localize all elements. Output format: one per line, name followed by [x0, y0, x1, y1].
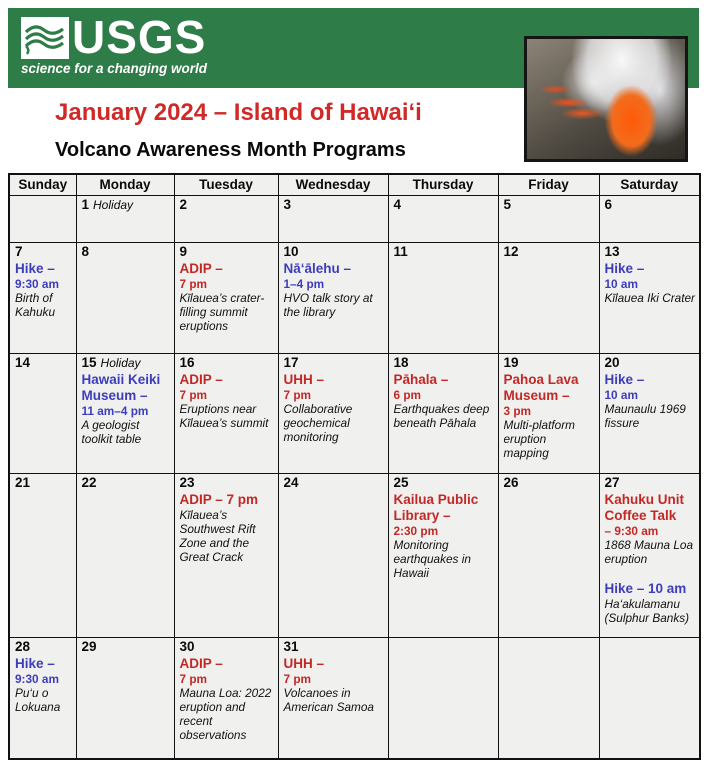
event-time: 9:30 am	[15, 671, 59, 686]
event-description: Mauna Loa: 2022 eruption and recent observations	[179, 685, 272, 742]
day-cell-10	[278, 242, 388, 353]
event-title: ADIP –	[179, 371, 223, 387]
event-title: Pahoa Lava Museum –	[503, 371, 579, 403]
event-title: Nā‘ālehu –	[283, 260, 352, 276]
day-number: 1 Holiday	[81, 196, 134, 212]
day-cell-26	[498, 473, 599, 637]
usgs-tagline: science for a changing world	[21, 61, 208, 76]
event-description: HVO talk story at the library	[283, 290, 373, 319]
day-header-sunday: Sunday	[9, 174, 76, 195]
event-title: ADIP –	[179, 655, 223, 671]
day-number: 26	[503, 474, 519, 490]
event-time: 10 am	[604, 276, 638, 291]
event-time: 10 am	[604, 387, 638, 402]
day-number: 11	[393, 243, 408, 259]
event-title: Hike –	[604, 371, 645, 387]
day-number: 15 Holiday	[81, 354, 141, 370]
usgs-logo-text: USGS	[72, 11, 207, 63]
day-cell-14	[9, 353, 76, 473]
day-number: 27	[604, 474, 620, 490]
day-cell-4	[388, 195, 498, 242]
day-number: 25	[393, 474, 409, 490]
day-cell-21	[9, 473, 76, 637]
day-cell-19	[498, 353, 599, 473]
day-number: 9	[179, 243, 188, 259]
day-cell-27	[599, 473, 700, 637]
event-time: 7 pm	[283, 671, 312, 686]
event-description: Birth of Kahuku	[15, 290, 56, 319]
calendar-event	[605, 372, 696, 430]
calendar-event	[15, 261, 72, 319]
event-title: Pāhala –	[393, 371, 449, 387]
day-cell-29	[76, 637, 174, 759]
calendar-table	[8, 173, 701, 760]
day-number: 3	[283, 196, 292, 212]
event-time: 11 am–4 pm	[81, 403, 149, 418]
event-title: UHH –	[283, 655, 325, 671]
day-cell-5	[498, 195, 599, 242]
day-number: 19	[503, 354, 519, 370]
event-time: 7 pm	[179, 671, 208, 686]
day-header-wednesday: Wednesday	[278, 174, 388, 195]
event-time: 6 pm	[393, 387, 422, 402]
event-time: 7 pm	[179, 387, 208, 402]
calendar-event	[15, 656, 72, 714]
event-time: 1–4 pm	[283, 276, 325, 291]
day-cell-11	[388, 242, 498, 353]
day-number: 18	[393, 354, 409, 370]
day-cell-31	[278, 637, 388, 759]
day-cell-28	[9, 637, 76, 759]
event-description: Earthquakes deep beneath Pāhala	[393, 401, 490, 430]
event-description: Kīlauea’s Southwest Rift Zone and the Great Crack	[179, 507, 256, 564]
day-number: 8	[81, 243, 90, 259]
event-description: Multi-platform eruption mapping	[503, 417, 575, 460]
calendar-week-row-2	[9, 242, 700, 353]
calendar-event	[180, 656, 274, 742]
page-title: January 2024 – Island of Hawai‘i	[55, 99, 422, 126]
calendar-event	[284, 261, 384, 319]
day-number: 23	[179, 474, 195, 490]
day-number: 21	[15, 474, 31, 490]
day-number: 22	[81, 474, 97, 490]
day-note: Holiday	[93, 197, 134, 212]
day-header-friday: Friday	[498, 174, 599, 195]
page-subtitle: Volcano Awareness Month Programs	[55, 139, 406, 161]
day-number: 12	[503, 243, 519, 259]
event-description: Collaborative geochemical monitoring	[283, 401, 353, 444]
day-header-thursday: Thursday	[388, 174, 498, 195]
day-number: 4	[393, 196, 402, 212]
day-cell-empty	[599, 637, 700, 759]
event-description: A geologist toolkit table	[81, 417, 142, 446]
day-number: 2	[179, 196, 188, 212]
event-description: Kīlauea’s crater-filling summit eruptions	[179, 290, 265, 333]
event-description: Maunaulu 1969 fissure	[604, 401, 686, 430]
calendar-event	[180, 261, 274, 333]
day-cell-empty	[388, 637, 498, 759]
event-description: Monitoring earthquakes in Hawaii	[393, 537, 471, 580]
event-time: – 9:30 am	[604, 523, 659, 538]
calendar-event	[180, 492, 274, 564]
day-cell-9	[174, 242, 278, 353]
day-cell-20	[599, 353, 700, 473]
event-title: Hike –	[15, 260, 55, 276]
event-time: 7 pm	[283, 387, 312, 402]
day-cell-12	[498, 242, 599, 353]
calendar-event	[605, 581, 696, 625]
day-cell-30	[174, 637, 278, 759]
event-title: Hike – 10 am	[604, 580, 687, 596]
day-cell-16	[174, 353, 278, 473]
day-header-tuesday: Tuesday	[174, 174, 278, 195]
event-title: ADIP – 7 pm	[179, 491, 259, 507]
event-time: 3 pm	[503, 403, 532, 418]
calendar-week-row-4	[9, 473, 700, 637]
calendar-week-row-3	[9, 353, 700, 473]
event-title: Hike –	[15, 655, 55, 671]
day-cell-24	[278, 473, 388, 637]
day-number: 13	[604, 243, 620, 259]
calendar-event	[605, 261, 696, 305]
event-time: 7 pm	[179, 276, 208, 291]
calendar-event	[284, 372, 384, 444]
day-cell-3	[278, 195, 388, 242]
day-header-monday: Monday	[76, 174, 174, 195]
day-cell-15	[76, 353, 174, 473]
day-cell-17	[278, 353, 388, 473]
day-number: 30	[179, 638, 195, 654]
event-description: Pu‘u o Lokuana	[15, 685, 61, 714]
event-description: Ha‘akulamanu (Sulphur Banks)	[604, 596, 690, 625]
day-cell-6	[599, 195, 700, 242]
day-cell-13	[599, 242, 700, 353]
calendar-event	[82, 372, 170, 446]
day-number: 20	[604, 354, 620, 370]
day-cell-25	[388, 473, 498, 637]
day-cell-empty	[498, 637, 599, 759]
day-cell-23	[174, 473, 278, 637]
usgs-wave-icon	[21, 17, 69, 59]
event-description: Eruptions near Kīlauea’s summit	[179, 401, 269, 430]
event-title: UHH –	[283, 371, 325, 387]
calendar-header-row	[9, 174, 700, 195]
day-number: 17	[283, 354, 299, 370]
calendar-event	[504, 372, 595, 460]
day-number: 6	[604, 196, 613, 212]
calendar-event	[394, 492, 494, 580]
day-cell-22	[76, 473, 174, 637]
day-number: 24	[283, 474, 299, 490]
day-number: 10	[283, 243, 299, 259]
calendar-week-row-1	[9, 195, 700, 242]
day-cell-18	[388, 353, 498, 473]
event-title: ADIP –	[179, 260, 223, 276]
event-description: Kīlauea Iki Crater	[604, 290, 695, 305]
calendar-event	[284, 656, 384, 714]
day-cell-7	[9, 242, 76, 353]
day-header-saturday: Saturday	[599, 174, 700, 195]
day-number: 16	[179, 354, 195, 370]
calendar-event	[180, 372, 274, 430]
event-description: Volcanoes in American Samoa	[283, 685, 374, 714]
calendar-week-row-5	[9, 637, 700, 759]
day-number: 28	[15, 638, 31, 654]
event-title: Kahuku Unit Coffee Talk	[604, 491, 684, 523]
day-cell-8	[76, 242, 174, 353]
day-number: 29	[81, 638, 97, 654]
day-note: Holiday	[100, 355, 141, 370]
day-number: 31	[283, 638, 299, 654]
calendar-event	[394, 372, 494, 430]
event-title: Kailua Public Library –	[393, 491, 479, 523]
volcano-eruption-photo	[524, 36, 688, 162]
event-title: Hike –	[604, 260, 645, 276]
day-cell-2	[174, 195, 278, 242]
calendar-event	[605, 492, 696, 566]
day-cell-1	[76, 195, 174, 242]
day-number: 5	[503, 196, 512, 212]
day-cell-empty	[9, 195, 76, 242]
event-time: 2:30 pm	[393, 523, 439, 538]
event-title: Hawaii Keiki Museum –	[81, 371, 161, 403]
day-number: 7	[15, 243, 23, 259]
day-number: 14	[15, 354, 31, 370]
event-description: 1868 Mauna Loa eruption	[604, 537, 694, 566]
event-time: 9:30 am	[15, 276, 59, 291]
